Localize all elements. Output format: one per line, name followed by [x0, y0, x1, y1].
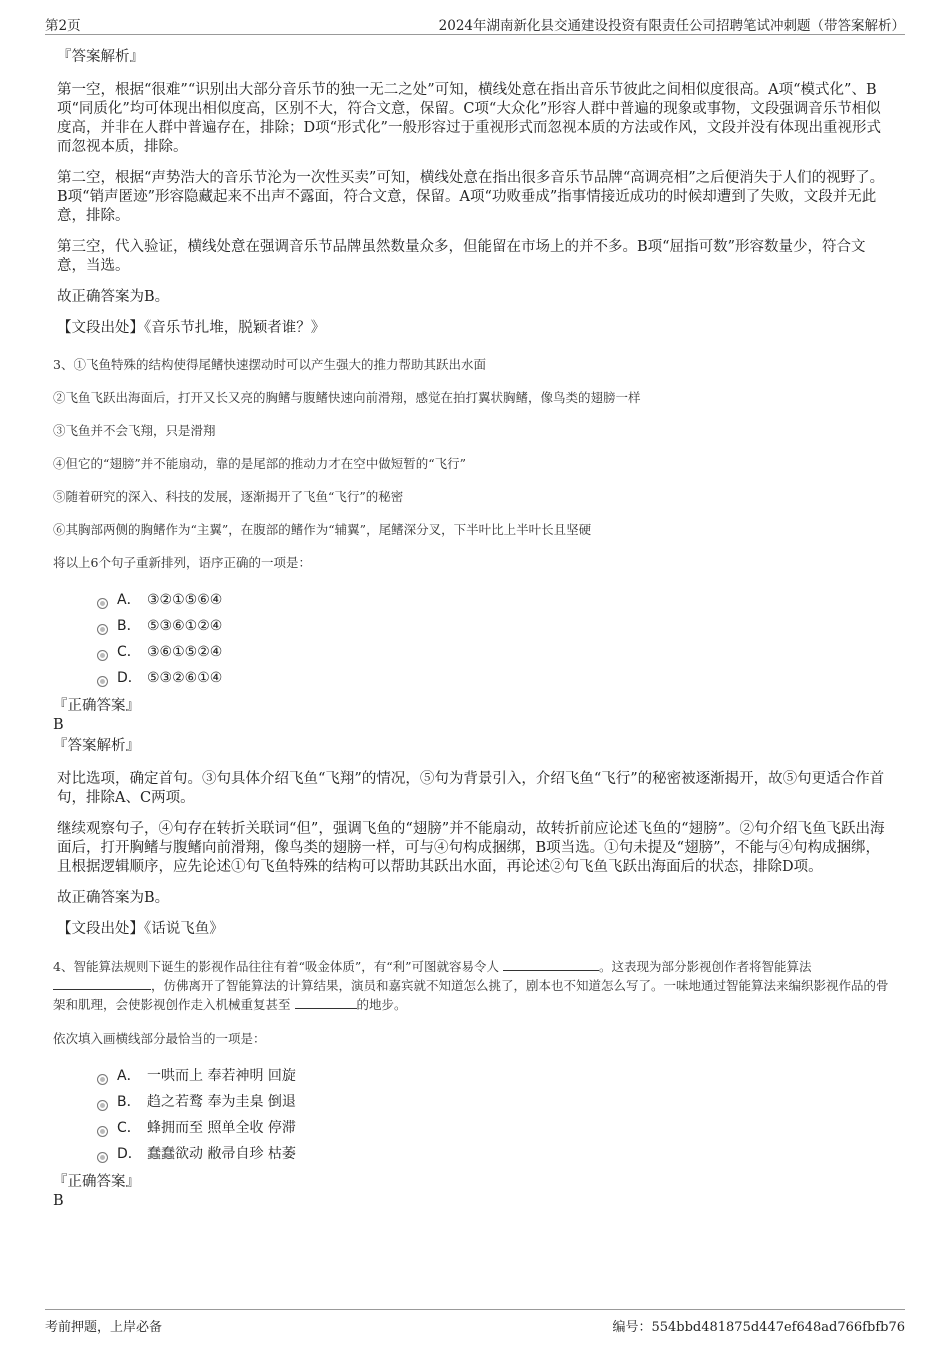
- q3-sentence: ②飞鱼飞跃出海面后，打开又长又亮的胸鳍与腹鳍快速向前滑翔，感觉在拍打翼状胸鳍，像鸟类的翅膀一样: [53, 390, 641, 405]
- q4-blank-2: [53, 977, 151, 990]
- q4-option-d[interactable]: D． 蠢蠢欲动 敝帚自珍 枯萎: [97, 1141, 893, 1167]
- q3-sentence: 3、①飞鱼特殊的结构使得尾鳍快速摆动时可以产生强大的推力帮助其跃出水面: [53, 357, 486, 372]
- q4-blank-3: [295, 996, 357, 1009]
- q3-answer: B: [53, 717, 64, 733]
- q3-option-d[interactable]: D． ⑤③②⑥①④: [97, 665, 893, 691]
- page-header: [45, 12, 905, 35]
- q2-analysis-para-1: 第一空，根据“很难”“识别出大部分音乐节的独一无二之处”可知，横线处意在指出音乐节彼此之间相似度很高。A项“模式化”、B项“同质化”均可体现出相似度高，区别不大，符合文意，保留。C项“大众化”形容人群中普遍的现象或事物，文段强调音乐节相似度高，并非在人群中普遍存在，排除；D项“形式化”一般形容过于重视形式而忽视本质的方法或作风，文段并没有体现出重视形式而忽视本质，排除。: [57, 82, 881, 155]
- document-title: 2024年湖南新化县交通建设投资有限责任公司招聘笔试冲刺题（带答案解析）: [438, 18, 905, 34]
- footer-slogan: 考前押题，上岸必备: [45, 1320, 163, 1335]
- page-content: [53, 40, 893, 1211]
- radio-icon[interactable]: [97, 1126, 108, 1137]
- q3-sentence: ⑤随着研究的深入、科技的发展，逐渐揭开了飞鱼“飞行”的秘密: [53, 489, 404, 504]
- q4-option-c[interactable]: C． 蜂拥而至 照单全收 停滞: [97, 1115, 893, 1141]
- q4-answer-tag: 『正确答案』: [53, 1174, 140, 1190]
- q3-prompt: 将以上6个句子重新排列，语序正确的一项是：: [53, 555, 311, 570]
- q3-conclusion: 故正确答案为B。: [57, 890, 170, 906]
- q3-sentence: ⑥其胸部两侧的胸鳍作为“主翼”，在腹部的鳍作为“辅翼”，尾鳍深分叉，下半叶比上半叶长且坚硬: [53, 522, 592, 537]
- q4-option-a[interactable]: A． 一哄而上 奉若神明 回旋: [97, 1063, 893, 1089]
- q4-stem: 4、智能算法规则下诞生的影视作品往往有着“吸金体质”，有“利”可图就容易令人 。这表现为部分影视创作者将智能算法 ，仿佛离开了智能算法的计算结果，演员和嘉宾就不知道怎么挑了，剧本也不知道怎么写了。一味地通过智能算法来编织影视作品的骨架和肌理，会使影视创作走入机械重复甚至 的地步。: [53, 959, 889, 1012]
- document-id: 编号：554bbd481875d447ef648ad766fbfb76: [612, 1320, 905, 1335]
- q3-sentence: ③飞鱼并不会飞翔，只是滑翔: [53, 423, 216, 438]
- q2-conclusion: 故正确答案为B。: [57, 289, 170, 305]
- q3-sentence: ④但它的“翅膀”并不能扇动，靠的是尾部的推动力才在空中做短暂的“飞行”: [53, 456, 467, 471]
- radio-icon[interactable]: [97, 1074, 108, 1085]
- q3-option-a[interactable]: A． ③②①⑤⑥④: [97, 587, 893, 613]
- q2-analysis-tag: 『答案解析』: [57, 49, 144, 65]
- q3-analysis-para-2: 继续观察句子，④句存在转折关联词“但”，强调飞鱼的“翅膀”并不能扇动，故转折前应论述飞鱼的“翅膀”。②句介绍飞鱼飞跃出海面后，打开胸鳍与腹鳍向前滑翔，像鸟类的翅膀一样，可与④句构成捆绑，B项当选。①句未提及“翅膀”，不能与④句构成捆绑，且根据逻辑顺序，应先论述①句飞鱼特殊的结构可以帮助其跃出水面，再论述②句飞鱼飞跃出海面后的状态，排除D项。: [57, 821, 885, 875]
- q3-analysis-para-1: 对比选项，确定首句。③句具体介绍飞鱼“飞翔”的情况，⑤句为背景引入，介绍飞鱼“飞行”的秘密被逐渐揭开，故⑤句更适合作首句，排除A、C两项。: [57, 771, 885, 806]
- q2-analysis-para-2: 第二空，根据“声势浩大的音乐节沦为一次性买卖”可知，横线处意在指出很多音乐节品牌“高调亮相”之后便消失于人们的视野了。B项“销声匿迹”形容隐藏起来不出声不露面，符合文意，保留。A项“功败垂成”指事情接近成功的时候却遭到了失败，文段并无此意，排除。: [57, 170, 885, 224]
- q2-source: 【文段出处】《音乐节扎堆，脱颖者谁？》: [57, 320, 326, 336]
- q3-options: [97, 587, 893, 691]
- q3-question: [53, 356, 893, 571]
- radio-icon[interactable]: [97, 1100, 108, 1111]
- q4-answer: B: [53, 1193, 64, 1209]
- radio-icon[interactable]: [97, 624, 108, 635]
- q3-source: 【文段出处】《话说飞鱼》: [57, 921, 224, 937]
- page-footer: [45, 1309, 905, 1336]
- q2-analysis-para-3: 第三空，代入验证，横线处意在强调音乐节品牌虽然数量众多，但能留在市场上的并不多。B项“屈指可数”形容数量少，符合文意，当选。: [57, 239, 866, 274]
- radio-icon[interactable]: [97, 1152, 108, 1163]
- radio-icon[interactable]: [97, 598, 108, 609]
- q3-option-b[interactable]: B． ⑤③⑥①②④: [97, 613, 893, 639]
- q4-option-b[interactable]: B． 趋之若鹜 奉为圭臬 倒退: [97, 1089, 893, 1115]
- q3-answer-tag: 『正确答案』: [53, 698, 140, 714]
- q4-options: [97, 1063, 893, 1167]
- radio-icon[interactable]: [97, 676, 108, 687]
- page-number: 第2页: [45, 18, 81, 34]
- q3-analysis-tag: 『答案解析』: [53, 738, 140, 754]
- q4-prompt: 依次填入画横线部分最恰当的一项是：: [53, 1031, 266, 1046]
- q3-option-c[interactable]: C． ③⑥①⑤②④: [97, 639, 893, 665]
- radio-icon[interactable]: [97, 650, 108, 661]
- q4-blank-1: [503, 958, 599, 971]
